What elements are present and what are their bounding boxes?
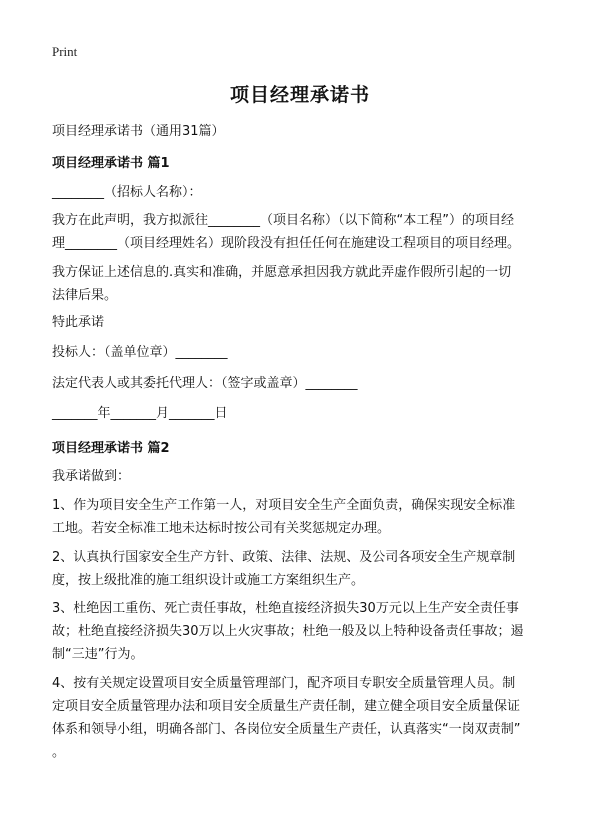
page-title: 项目经理承诺书 xyxy=(229,84,370,106)
section-2-item4-line4: 。 xyxy=(52,745,66,760)
section-2-intro: 我承诺做到： xyxy=(52,469,131,484)
document-subtitle: 项目经理承诺书（通用31篇） xyxy=(52,124,225,139)
section-2-heading: 项目经理承诺书 篇2 xyxy=(52,441,170,456)
section-2-item4-line1: 4、按有关规定设置项目安全质量管理部门，配齐项目专职安全质量管理人员。制 xyxy=(52,676,516,691)
section-2-item4-line3: 体系和领导小组，明确各部门、各岗位安全质量生产责任，认真落实“一岗双责制” xyxy=(52,722,521,737)
section-1-closing: 特此承诺 xyxy=(52,315,105,330)
section-1-representative: 法定代表人或其委托代理人：（签字或盖章）________ xyxy=(52,376,358,391)
section-1-para1-line2: 理________（项目经理姓名）现阶段没有担任任何在施建设工程项目的项目经理。 xyxy=(52,236,521,251)
section-1-para2-line1: 我方保证上述信息的.真实和准确，并愿意承担因我方就此弄虚作假所引起的一切 xyxy=(52,265,512,280)
section-2-item1-line2: 工地。若安全标准工地未达标时按公司有关奖惩规定办理。 xyxy=(52,521,391,536)
section-2-item2-line1: 2、认真执行国家安全生产方针、政策、法律、法规、及公司各项安全生产规章制 xyxy=(52,550,516,565)
section-2-item4-line2: 定项目安全质量管理办法和项目安全质量生产责任制，建立健全项目安全质量保证 xyxy=(52,699,521,714)
section-2-item3-line2: 故；杜绝直接经济损失30万以上火灾事故；杜绝一般及以上特种设备责任事故；遏 xyxy=(52,624,524,639)
section-2-item2-line2: 度，按上级批准的施工组织设计或施工方案组织生产。 xyxy=(52,573,365,588)
section-1-date: _______年_______月_______日 xyxy=(52,406,228,421)
section-1-addressee: ________（招标人名称）： xyxy=(52,185,202,200)
section-2-item3-line1: 3、杜绝因工重伤、死亡责任事故，杜绝直接经济损失30万元以上生产安全责任事 xyxy=(52,601,519,616)
section-1-para2-line2: 法律后果。 xyxy=(52,288,118,303)
section-2-item3-line3: 制“三违”行为。 xyxy=(52,647,144,662)
section-1-bidder: 投标人：（盖单位章）________ xyxy=(52,345,228,360)
print-link[interactable]: Print xyxy=(52,44,78,59)
section-2-item1-line1: 1、作为项目安全生产工作第一人，对项目安全生产全面负责，确保实现安全标准 xyxy=(52,498,516,513)
section-1-para1-line1: 我方在此声明，我方拟派往________（项目名称）（以下简称“本工程”）的项目经 xyxy=(52,213,514,228)
section-1-heading: 项目经理承诺书 篇1 xyxy=(52,156,170,171)
